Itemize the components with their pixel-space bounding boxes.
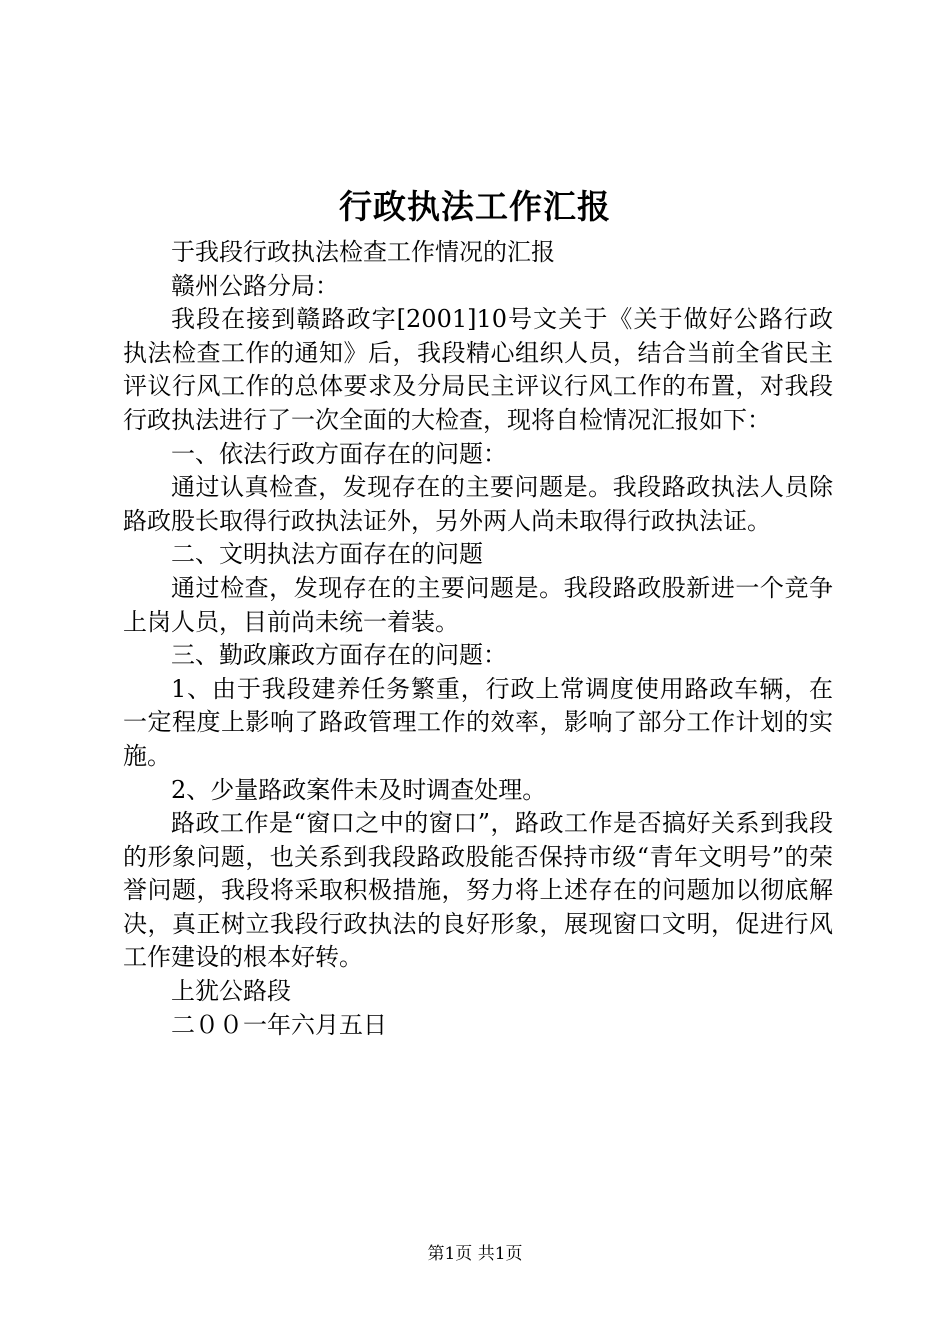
report-subject-line: 于我段行政执法检查工作情况的汇报 (171, 238, 555, 266)
document-title: 行政执法工作汇报 (339, 187, 611, 226)
signature-date: 二００一年六月五日 (171, 1010, 387, 1039)
section-3-item-2: 2、少量路政案件未及时调查处理。 (171, 775, 547, 804)
intro-paragraph: 我段在接到赣路政字[2001]10号文关于《关于做好公路行政执法检查工作的通知》后，我段精心组织人员，结合当前全省民主评议行风工作的总体要求及分局民主评议行风工作的布置，对我段行政执法进行了一次全面的大检查，现将自检情况汇报如下： (123, 305, 833, 434)
page-number-footer: 第1页 共1页 (427, 1244, 523, 1264)
signature-unit: 上犹公路段 (171, 977, 291, 1006)
section-1-paragraph: 通过认真检查，发现存在的主要问题是。我段路政执法人员除路政股长取得行政执法证外，另外两人尚未取得行政执法证。 (123, 473, 833, 535)
section-2-paragraph: 通过检查，发现存在的主要问题是。我段路政股新进一个竞争上岗人员，目前尚未统一着装。 (123, 573, 833, 636)
section-heading-1: 一、依法行政方面存在的问题： (171, 439, 507, 468)
section-heading-2: 二、文明执法方面存在的问题 (171, 540, 483, 569)
addressee-line: 赣州公路分局： (171, 271, 339, 300)
section-heading-3: 三、勤政廉政方面存在的问题： (171, 641, 507, 670)
document-body (123, 236, 833, 1042)
section-3-item-1: 1、由于我段建养任务繁重，行政上常调度使用路政车辆，在一定程度上影响了路政管理工作的效率，影响了部分工作计划的实施。 (123, 674, 833, 770)
conclusion-paragraph: 路政工作是“窗口之中的窗口”，路政工作是否搞好关系到我段的形象问题，也关系到我段路政股能否保持市级“青年文明号”的荣誉问题，我段将采取积极措施，努力将上述存在的问题加以彻底解决，真正树立我段行政执法的良好形象，展现窗口文明，促进行风工作建设的根本好转。 (123, 809, 833, 972)
